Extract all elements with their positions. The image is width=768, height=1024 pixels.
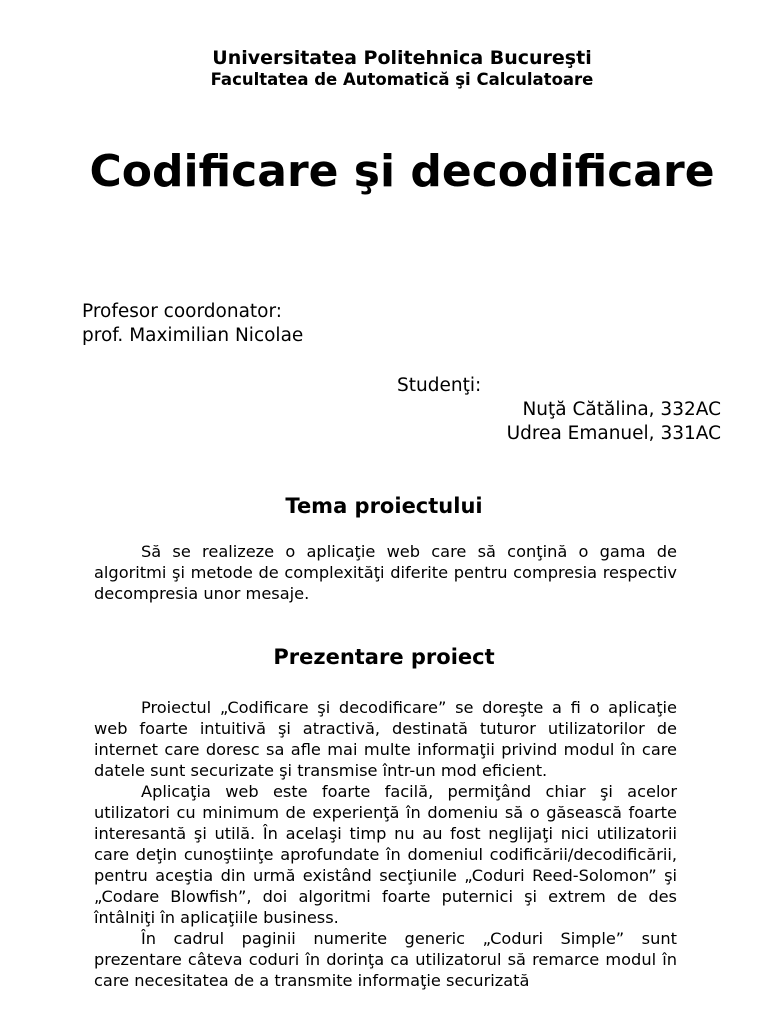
section-heading-tema: Tema proiectului [285,494,483,518]
student-entry: Nuţă Cătălina, 332AC [522,399,721,420]
faculty-name: Facultatea de Automatică şi Calculatoare [210,70,594,89]
paragraph: Să se realizeze o aplicaţie web care să conţină o gama de algoritmi şi metode de complexităţi diferite pentru compresia respectiv decompresia unor mesaje. [94,542,677,603]
university-name: Universitatea Politehnica Bucureşti [212,47,592,69]
students-list [507,398,721,446]
section-body-tema [94,541,677,604]
coordinator-block [82,300,303,348]
students-label: Studenţi: [397,375,482,396]
section-body-prezentare [94,697,677,991]
section-heading-prezentare: Prezentare proiect [273,645,495,669]
coordinator-name: prof. Maximilian Nicolae [82,325,304,346]
paragraph: Aplicaţia web este foarte facilă, permiţând chiar şi acelor utilizatori cu minimum de experienţă în domeniu să o găsească foarte interesantă şi utilă. În acelaşi timp nu au fost neglijaţi nici utilizatorii care deţin cunoştiinţe aprofundate în domeniul codificării/decodificării, pentru aceştia din urmă existând secţiunile „Coduri Reed-Solomon” şi „Codare Blowfish”, doi algoritmi foarte puternici şi extrem de des întâlniţi în aplicaţiile business. [94,782,677,927]
document-header [0,46,768,90]
coordinator-label: Profesor coordonator: [82,301,282,322]
paragraph: Proiectul „Codificare şi decodificare” se doreşte a fi o aplicaţie web foarte intuitivă şi atractivă, destinată tuturor utilizatorilor de internet care doresc sa afle mai multe informaţii privind modul în care datele sunt securizate şi transmise într-un mod eficient. [94,698,677,780]
document-title: Codificare şi decodificare [89,146,715,197]
paragraph: În cadrul paginii numerite generic „Coduri Simple” sunt prezentare câteva coduri în dorinţa ca utilizatorul să remarce modul în care necesitatea de a transmite informaţie securizată [94,929,677,990]
student-entry: Udrea Emanuel, 331AC [506,423,721,444]
